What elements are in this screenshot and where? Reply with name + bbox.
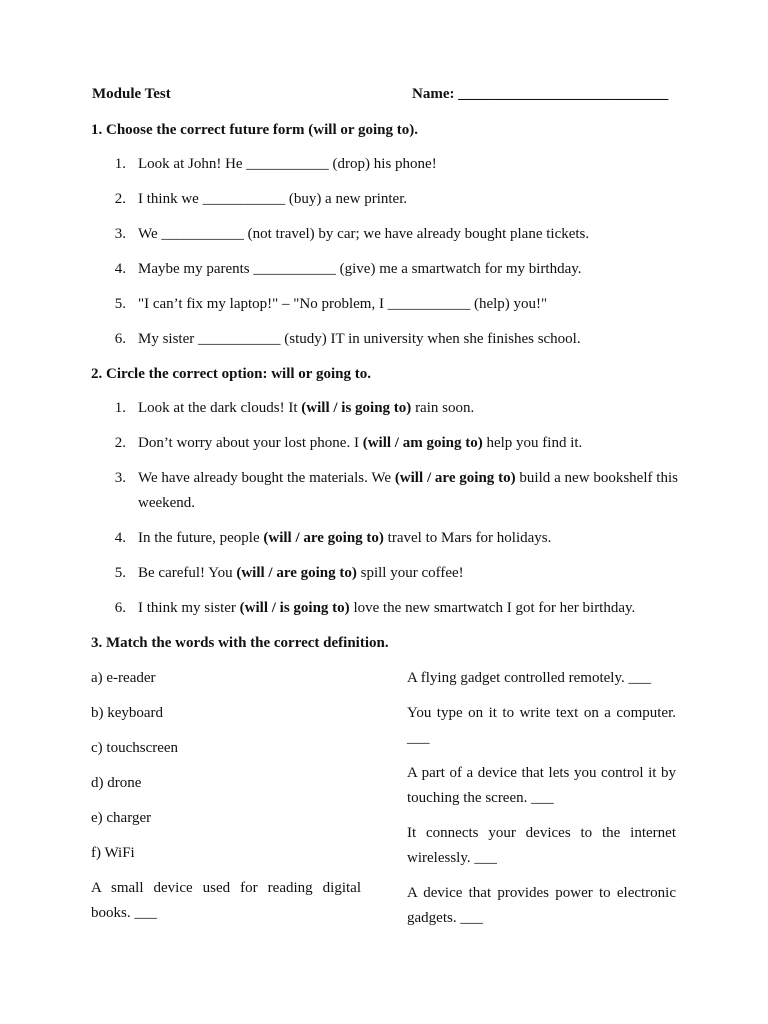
item-number: 3. [114, 470, 126, 486]
sentence-end: travel to Mars for holidays. [383, 530, 552, 546]
option-choice[interactable]: (will / are going to) [236, 565, 357, 581]
worksheet-header [92, 85, 677, 103]
matching-definition: A device that provides power to electronic gadgets. ___ [407, 885, 676, 926]
sentence-start: I think my sister [138, 600, 240, 616]
sentence-start: Look at the dark clouds! It [138, 400, 302, 416]
item-number: 4. [114, 261, 126, 277]
matching-definitions-column [407, 666, 676, 941]
sentence-start: In the future, people [138, 530, 264, 546]
option-choice[interactable]: (will / is going to) [301, 400, 412, 416]
sentence-end: love the new smartwatch I got for her birthday. [349, 600, 636, 616]
item-number: 6. [114, 331, 126, 347]
item-text: Look at John! He ___________ (drop) his phone! [138, 156, 437, 172]
item-text: My sister ___________ (study) IT in university when she finishes school. [138, 331, 581, 347]
sentence-end: build a new bookshelf this weekend. [138, 470, 678, 511]
matching-definition: It connects your devices to the internet wirelessly. ___ [407, 825, 676, 866]
option-choice[interactable]: (will / is going to) [239, 600, 350, 616]
item-number: 6. [114, 600, 126, 616]
item-number: 5. [114, 565, 126, 581]
matching-word: a) e-reader [91, 670, 156, 686]
item-text [138, 526, 678, 551]
item-number: 1. [114, 156, 126, 172]
matching-word: b) keyboard [91, 705, 164, 721]
option-choice[interactable]: (will / are going to) [394, 470, 516, 486]
sentence-end: help you find it. [482, 435, 583, 451]
matching-definition: A part of a device that lets you control it by touching the screen. ___ [407, 765, 676, 806]
matching-word: e) charger [91, 810, 152, 826]
item-number: 5. [114, 296, 126, 312]
sentence-start: Be careful! You [138, 565, 237, 581]
sentence-end: spill your coffee! [356, 565, 464, 581]
option-choice[interactable]: (will / am going to) [362, 435, 483, 451]
item-text [138, 396, 678, 421]
item-text: Maybe my parents ___________ (give) me a smartwatch for my birthday. [138, 261, 582, 277]
item-number: 4. [114, 530, 126, 546]
item-text [138, 431, 678, 456]
item-text: "I can’t fix my laptop!" – "No problem, I ___________ (help) you!" [138, 296, 548, 312]
item-text: I think we ___________ (buy) a new printer. [138, 191, 408, 207]
option-choice[interactable]: (will / are going to) [263, 530, 384, 546]
sentence-start: Don’t worry about your lost phone. I [138, 435, 363, 451]
sentence-end: rain soon. [411, 400, 475, 416]
item-text [138, 466, 678, 516]
matching-words-column [91, 666, 361, 926]
matching-definition: A small device used for reading digital books. ___ [91, 880, 361, 921]
name-field-label: Name: ____________________________ [412, 86, 669, 102]
item-number: 2. [114, 435, 126, 451]
item-number: 1. [114, 400, 126, 416]
matching-word: d) drone [91, 775, 142, 791]
matching-definition: You type on it to write text on a computer. ___ [407, 705, 676, 746]
module-title: Module Test [92, 86, 171, 102]
matching-word: c) touchscreen [91, 740, 179, 756]
sentence-start: We have already bought the materials. We [138, 470, 395, 486]
section-1-heading: 1. Choose the correct future form (will or going to). [91, 122, 419, 138]
item-text [138, 596, 678, 621]
item-text: We ___________ (not travel) by car; we have already bought plane tickets. [138, 226, 590, 242]
section-2-heading: 2. Circle the correct option: will or going to. [91, 366, 371, 382]
section-3-heading: 3. Match the words with the correct definition. [91, 635, 389, 651]
item-number: 3. [114, 226, 126, 242]
matching-word: f) WiFi [91, 845, 135, 861]
item-number: 2. [114, 191, 126, 207]
matching-definition: A flying gadget controlled remotely. ___ [407, 670, 651, 686]
item-text [138, 561, 678, 586]
